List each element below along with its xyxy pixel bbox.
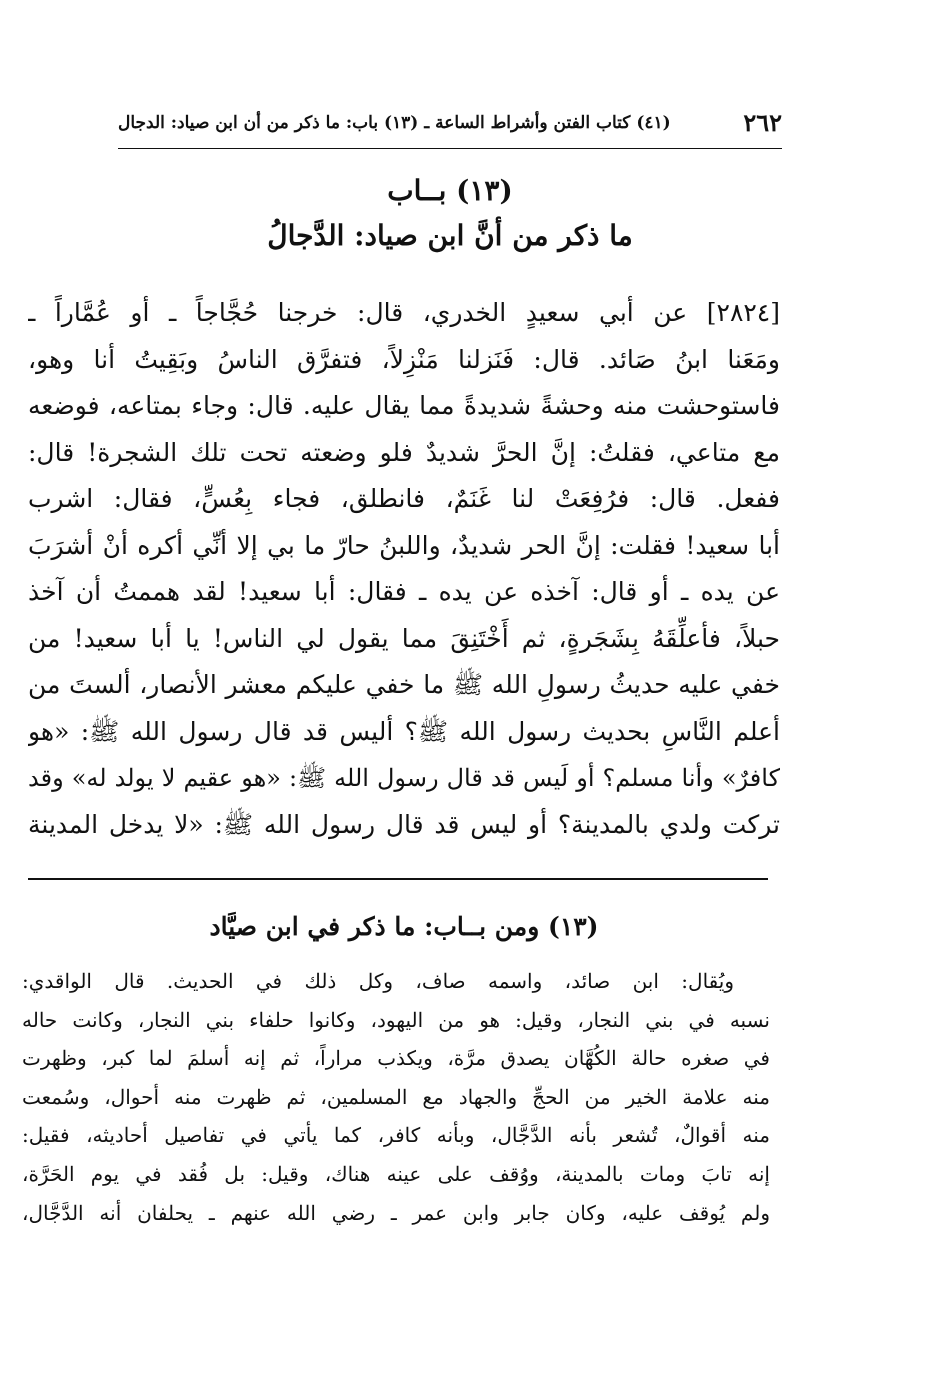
running-title: (٤١) كتاب الفتن وأشراط الساعة ـ (١٣) باب: ما ذكر من أن ابن صياد: الدجال <box>118 113 671 133</box>
hadith-line: تركت ولدي بالمدينة؟ أو ليس قد قال رسول الله ﷺ: «لا يدخل المدينة <box>28 809 780 839</box>
hadith-line: كافرٌ» وأنا مسلم؟ أو لَيس قد قال رسول الله ﷺ: «هو عقيم لا يولد له» وقد <box>28 764 780 792</box>
section-divider <box>28 878 768 880</box>
hadith-line: حبلاً، فأعلِّقَهُ بِشَجَرةٍ، ثم أَخْتَنِقَ مما يقول لي الناس! يا أبا سعيد! من <box>28 623 780 653</box>
page-number: ٢٦٢ <box>743 108 782 137</box>
hadith-line: أبا سعيد! فقلت: إنَّ الحر شديدٌ، واللبنُ حارّ ما بي إلا أنِّي أكره أنْ أشرَبَ <box>28 530 780 560</box>
hadith-line: أعلم النَّاسِ بحديث رسول الله ﷺ؟ أليس قد قال رسول الله ﷺ: «هو <box>28 716 780 746</box>
hadith-line: مع متاعي، فقلتُ: إنَّ الحرَّ شديدٌ فلو وضعته تحت تلك الشجرة! قال: <box>28 437 780 467</box>
hadith-line: خفي عليه حديثُ رسولِ الله ﷺ ما خفي عليكم معشر الأنصار، ألستَ من <box>28 670 780 699</box>
commentary-line: ويُقال: ابن صائد، واسمه صاف، وكل ذلك في الحديث. قال الواقدي: <box>22 969 735 993</box>
commentary-line: ولم يُوقف عليه، وكان جابر وابن عمر ـ رضي الله عنهم ـ يحلفان أنه الدَّجَّال، <box>22 1200 770 1225</box>
commentary-line: نسبه في بني النجار، وقيل: هو من اليهود، وكانوا حلفاء بني النجار، وكانت حاله <box>22 1007 770 1032</box>
hadith-line: [٢٨٢٤] عن أبي سعيدٍ الخدري، قال: خرجنا حُجَّاجاً ـ أو عُمَّاراً ـ <box>28 298 780 327</box>
hadith-line: ففعل. قال: فرُفِعَتْ لنا غَنَمٌ، فانطلق، فجاء بِعُسٍّ، فقال: اشرب <box>28 484 780 513</box>
running-header <box>118 108 782 142</box>
commentary-line: في صغره حالة الكُهَّان يصدق مرَّة، ويكذب مراراً، ثم إنه أسلمَ لما كبر، وظهرت <box>22 1046 770 1071</box>
hadith-line: ومَعَنا ابنُ صَائد. قال: فَنَزلنا مَنْزِلاً، فتفرَّق الناسُ وبَقِيتُ أنا وهو، <box>28 344 780 374</box>
commentary-text <box>22 962 770 1232</box>
hadith-text <box>28 290 780 848</box>
hadith-line: عن يده ـ أو قال: آخذه عن يده ـ فقال: أبا سعيد! لقد هممتُ أن آخذ <box>28 577 780 606</box>
commentary-heading: (١٣) ومن بــاب: ما ذكر في ابن صيَّاد <box>209 912 599 941</box>
commentary-line: إنه تابَ ومات بالمدينة، ووُقف على عينه هناك، وقيل: بل فُقد في يوم الحَرَّة، <box>22 1161 770 1186</box>
chapter-heading <box>118 170 782 260</box>
chapter-number: (١٣) بــاب <box>387 174 513 207</box>
commentary-line: منه أقوالٌ، تُشعر بأنه الدَّجَّال، وبأنه كافر، كما يأتي في تفاصيل أحاديثه، فقيل: <box>22 1123 770 1148</box>
chapter-title: ما ذكر من أنَّ ابن صياد: الدَّجالُ <box>267 219 633 252</box>
commentary-line: منه علامة الخير من الحجِّ والجهاد مع المسلمين، ثم ظهرت منه أحوال، وسُمعت <box>22 1084 770 1109</box>
hadith-line: فاستوحشت منه وحشةً شديدةً مما يقال عليه. قال: وجاء بمتاعه، فوضعه <box>28 391 780 420</box>
header-rule <box>118 148 782 149</box>
